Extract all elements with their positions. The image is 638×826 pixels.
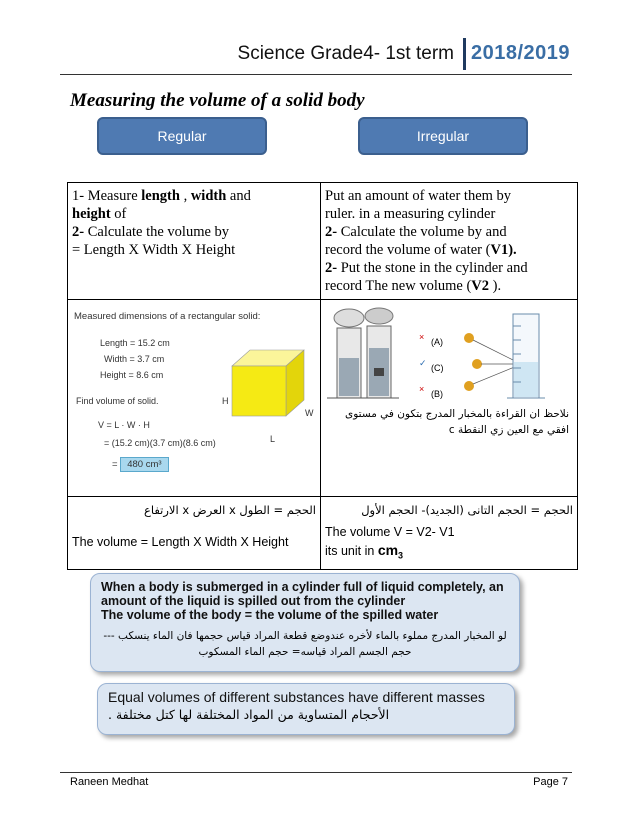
- volume-formula: V = L · W · H: [98, 420, 150, 430]
- page-header: [60, 36, 572, 76]
- header-year: 2018/2019: [470, 42, 570, 64]
- step-text: Put an amount of water them by: [325, 188, 512, 204]
- keyword-v2: V2: [471, 278, 490, 294]
- width-value: Width = 3.7 cm: [104, 354, 165, 364]
- mass-note: [97, 683, 515, 735]
- step-text: record the volume of water (: [325, 242, 491, 258]
- irregular-formula-arabic: الحجم = الحجم التانى (الجديد)- الحجم الأول: [361, 503, 573, 517]
- yellow-cube-icon: [212, 346, 317, 428]
- irregular-button[interactable]: Irregular: [358, 117, 528, 155]
- header-title: Science Grade4- 1st term: [237, 43, 454, 64]
- unit-line: [325, 541, 573, 565]
- keyword-v1: V1).: [490, 242, 517, 258]
- step-text: ).: [489, 278, 502, 294]
- note-line-2: The volume of the body = the volume of the spilled water: [101, 608, 439, 622]
- spilled-water-note: [90, 573, 520, 672]
- step-number: 2-: [325, 224, 338, 240]
- label-l: L: [270, 434, 276, 444]
- irregular-formula-english: The volume V = V2- V1: [325, 525, 455, 539]
- svg-text:×: ×: [419, 384, 425, 394]
- step-text: Calculate the volume by: [84, 224, 230, 240]
- reading-label-b: (B): [431, 389, 443, 399]
- length-value: Length = 15.2 cm: [100, 338, 170, 348]
- header-divider: [463, 38, 466, 70]
- step-text: Put the stone in the cylinder and: [337, 260, 528, 276]
- rectangular-example-cell: [68, 300, 321, 497]
- unit-exponent: 3: [398, 550, 404, 561]
- rectangular-solid-illustration: [72, 304, 316, 492]
- unit-value: cm: [377, 542, 399, 558]
- regular-formula-english: The volume = Length X Width X Height: [72, 535, 289, 549]
- result-unit: cm³: [145, 459, 162, 470]
- regular-formula-cell: [68, 497, 321, 570]
- example-heading: Measured dimensions of a rectangular solid:: [74, 311, 261, 322]
- irregular-formula-cell: [321, 497, 578, 570]
- mass-note-arabic: الأحجام المتساوية من المواد المختلفة لها كتل مختلفة .: [108, 707, 390, 722]
- regular-steps-cell: [68, 183, 321, 300]
- step-text: and: [226, 188, 251, 204]
- section-title: Measuring the volume of a solid body: [70, 90, 365, 111]
- step-number: 1-: [72, 188, 85, 204]
- reading-label-a: (A): [431, 337, 443, 347]
- find-volume-text: Find volume of solid.: [76, 396, 159, 406]
- step-text: of: [110, 206, 127, 222]
- cylinder-note-arabic: نلاحظ ان القراءة بالمخبار المدرج بتكون في مستوى افقي مع العين زي النقطة c: [345, 408, 569, 436]
- header-rule: [60, 74, 572, 75]
- result-value: 480: [127, 459, 144, 470]
- keyword-length: length: [141, 188, 180, 204]
- volume-table: [67, 182, 578, 570]
- label-w: W: [305, 408, 314, 418]
- regular-formula-arabic: الحجم = الطول x العرض x الارتفاع: [143, 503, 316, 517]
- note-line-1: When a body is submerged in a cylinder full of liquid completely, an amount of the liquid is spilled out from the cylinder: [101, 580, 504, 608]
- cylinder-illustration: [325, 304, 573, 492]
- note-arabic: لو المخبار المدرج مملوء بالماء لأخره عندوضع قطعة المراد قياس حجمها فان الماء ينسكب ---حجم الجسم المراد قياسه= حجم الماء المسكوب: [103, 630, 507, 658]
- svg-text:×: ×: [419, 332, 425, 342]
- volume-result: = 480 cm³: [112, 456, 169, 474]
- mass-note-english: Equal volumes of different substances have different masses: [108, 689, 485, 705]
- footer-rule: [60, 772, 572, 773]
- keyword-height: height: [72, 206, 111, 222]
- cylinder-example-cell: [321, 300, 578, 497]
- svg-text:✓: ✓: [419, 358, 427, 368]
- step-text: Calculate the volume by and: [337, 224, 507, 240]
- regular-button[interactable]: Regular: [97, 117, 267, 155]
- step-text: Measure: [84, 188, 142, 204]
- step-text: = Length X Width X Height: [72, 242, 236, 258]
- footer-page-number: Page 7: [533, 776, 568, 788]
- footer-author: Raneen Medhat: [70, 776, 149, 788]
- irregular-steps-cell: [321, 183, 578, 300]
- reading-label-c: (C): [431, 363, 444, 373]
- keyword-width: width: [190, 188, 227, 204]
- step-text: ,: [179, 188, 191, 204]
- step-number: 2-: [72, 224, 85, 240]
- height-value: Height = 8.6 cm: [100, 370, 164, 380]
- unit-prefix: its unit in: [325, 544, 378, 558]
- label-h: H: [222, 396, 229, 406]
- step-text: ruler. in a measuring cylinder: [325, 206, 496, 222]
- step-text: record The new volume (: [325, 278, 472, 294]
- step-number: 2-: [325, 260, 338, 276]
- measuring-cylinders-icon: [327, 306, 571, 402]
- substituted-formula: = (15.2 cm)(3.7 cm)(8.6 cm): [104, 438, 216, 448]
